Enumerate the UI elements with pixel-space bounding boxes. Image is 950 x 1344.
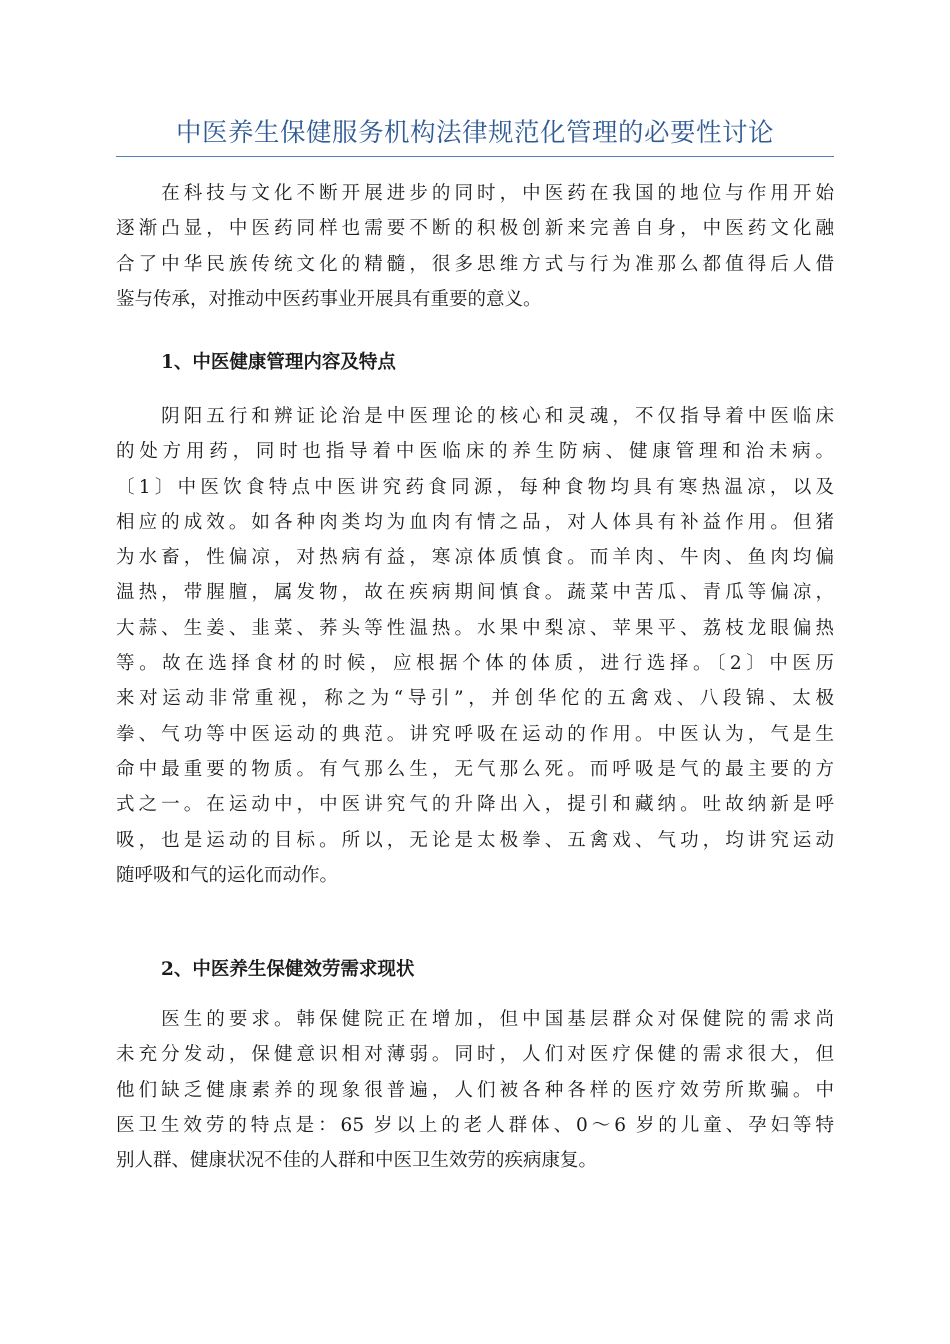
paragraph-line: 逐渐凸显，中医药同样也需要不断的积极创新来完善自身，中医药文化融: [116, 218, 834, 240]
section-heading-1: 1、中医健康管理内容及特点: [161, 352, 396, 373]
section-heading-2: 2、中医养生保健效劳需求现状: [161, 959, 415, 980]
paragraph-section-2: [116, 1002, 834, 1178]
paragraph-line: 吸，也是运动的目标。所以，无论是太极拳、五禽戏、气功，均讲究运动: [116, 829, 834, 851]
paragraph-line: 医生的要求。韩保健院正在增加，但中国基层群众对保健院的需求尚: [116, 1009, 834, 1030]
paragraph-line: 〔1〕中医饮食特点中医讲究药食同源，每种食物均具有寒热温凉，以及: [116, 476, 834, 498]
paragraph-line: 温热，带腥膻，属发物，故在疾病期间慎食。蔬菜中苦瓜、青瓜等偏凉，: [116, 582, 834, 604]
paragraph-line: 命中最重要的物质。有气那么生，无气那么死。而呼吸是气的最主要的方: [116, 758, 834, 780]
paragraph-line: 相应的成效。如各种肉类均为血肉有情之品，对人体具有补益作用。但猪: [116, 511, 834, 533]
paragraph-line: 鉴与传承，对推动中医药事业开展具有重要的意义。: [116, 288, 542, 310]
paragraph-line: 为水畜，性偏凉，对热病有益，寒凉体质慎食。而羊肉、牛肉、鱼肉均偏: [116, 547, 834, 569]
paragraph-line: 医卫生效劳的特点是：65 岁以上的老人群体、0～6 岁的儿童、孕妇等特: [116, 1114, 834, 1136]
title-block: [116, 112, 834, 157]
page-title: 中医养生保健服务机构法律规范化管理的必要性讨论: [175, 118, 774, 148]
paragraph-line: 拳、气功等中医运动的典范。讲究呼吸在运动的作用。中医认为，气是生: [116, 723, 834, 745]
paragraph-line: 他们缺乏健康素养的现象很普遍，人们被各种各样的医疗效劳所欺骗。中: [116, 1079, 834, 1101]
paragraph-intro: [116, 176, 834, 317]
paragraph-line: 大蒜、生姜、韭菜、荞头等性温热。水果中梨凉、苹果平、荔枝龙眼偏热: [116, 617, 834, 639]
paragraph-line: 式之一。在运动中，中医讲究气的升降出入，提引和藏纳。吐故纳新是呼: [116, 794, 834, 816]
paragraph-line: 在科技与文化不断开展进步的同时，中医药在我国的地位与作用开始: [116, 183, 834, 204]
paragraph-line: 阴阳五行和辨证论治是中医理论的核心和灵魂，不仅指导着中医临床: [116, 406, 834, 427]
paragraph-line: 来对运动非常重视，称之为“导引”，并创华佗的五禽戏、八段锦、太极: [116, 688, 834, 710]
paragraph-line: 合了中华民族传统文化的精髓，很多思维方式与行为准那么都值得后人借: [116, 253, 834, 275]
paragraph-section-1: [116, 399, 834, 893]
paragraph-line: 随呼吸和气的运化而动作。: [116, 864, 339, 886]
paragraph-line: 的处方用药，同时也指导着中医临床的养生防病、健康管理和治未病。: [116, 441, 834, 463]
paragraph-line: 别人群、健康状况不佳的人群和中医卫生效劳的疾病康复。: [116, 1150, 598, 1172]
paragraph-line: 等。故在选择食材的时候，应根据个体的体质，进行选择。〔2〕中医历: [116, 653, 834, 675]
paragraph-line: 未充分发动，保健意识相对薄弱。同时，人们对医疗保健的需求很大，但: [116, 1044, 834, 1066]
